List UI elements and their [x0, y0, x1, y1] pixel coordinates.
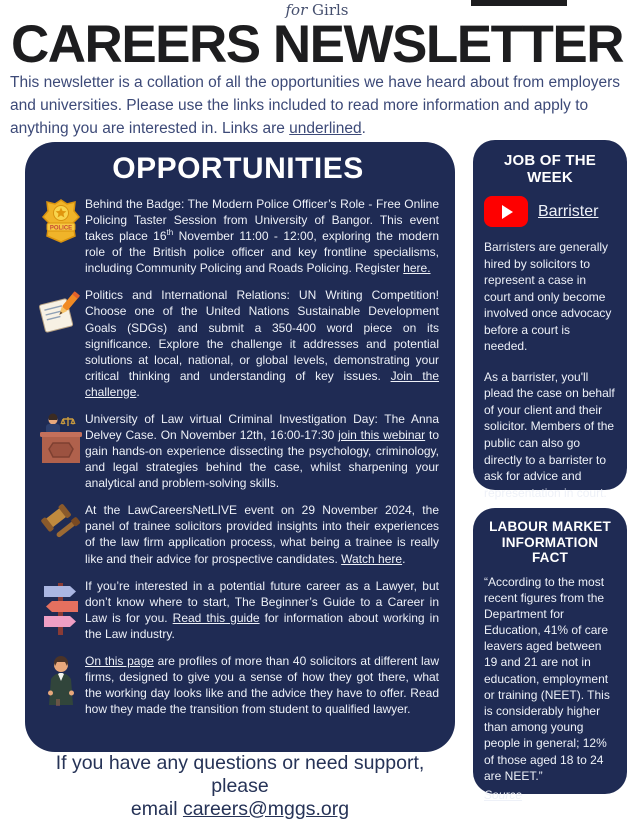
- job-paragraph-2: As a barrister, you'll plead the case on behalf of your client and their solicitor. Members of the public can also go directly to a barrister to ask for advice and representation in court.: [484, 369, 615, 500]
- opportunity-text: Politics and International Relations: UN Writing Competition! Choose one of the United Nations Sustainable Development Goals (SDGs) and submit a 350-400 word piece on its significance. Explore the challenge it addresses and potential solutions at local, national, or global levels, demonstrating your critical thinking and understanding of key issues. Join the challenge.: [85, 288, 440, 399]
- inline-link[interactable]: underlined: [289, 119, 362, 137]
- opportunity-text: If you’re interested in a potential future career as a Lawyer, but don’t know where to start, The Beginner’s Guide to a Career in Law is for you. Read this guide for information about working in the Law industry.: [85, 578, 440, 641]
- labour-market-title: LABOUR MARKET INFORMATION FACT: [489, 519, 611, 566]
- opportunities-panel: [25, 142, 455, 752]
- inline-link[interactable]: On this page: [85, 653, 154, 668]
- youtube-icon[interactable]: [484, 196, 528, 227]
- gavel-icon: [37, 502, 85, 544]
- job-of-the-week-panel: [473, 140, 627, 500]
- opportunity-text: At the LawCareersNetLIVE event on 29 November 2024, the panel of trainee solicitors provided insights into their experiences of the law firm application process, what being a trainee is really like and their advice for prospective candidates. Watch here.: [85, 503, 439, 566]
- inline-link[interactable]: Watch here: [341, 551, 403, 566]
- tagline-girls: Girls: [307, 1, 349, 19]
- inline-link[interactable]: Read this guide: [172, 610, 260, 625]
- footer-line-1: If you have any questions or need support, please: [55, 752, 425, 797]
- tagline-for: for: [285, 1, 308, 19]
- intro-paragraph: This newsletter is a collation of all the opportunities we have heard about from employers and universities. Please use the links included to read more information and apply to anything you are interested in. Links are underlined.: [10, 74, 620, 137]
- opportunity-item: [37, 287, 439, 400]
- writing-icon: [37, 287, 85, 333]
- opportunity-item: [37, 653, 439, 717]
- police-badge-icon: [37, 196, 85, 244]
- labour-market-quote: “According to the most recent figures from the Department for Education, 41% of care leavers aged between 19 and 21 are not in education, employment or training (NEET). This is considerably higher than among young people in general; 12% of those aged 18 to 24 are NEET.”: [484, 574, 610, 783]
- barrister-link[interactable]: Barrister: [538, 202, 599, 220]
- svg-text:POLICE: POLICE: [49, 225, 73, 232]
- signpost-icon: [37, 578, 85, 638]
- footer-line-2: email careers@mggs.org: [130, 797, 350, 820]
- job-video-row: [484, 196, 616, 227]
- play-icon: [502, 205, 513, 219]
- job-paragraph-1: Barristers are generally hired by solicitors to represent a case in court and only become involved once advocacy before a court is needed.: [484, 240, 612, 354]
- inline-link[interactable]: here.: [403, 261, 431, 276]
- opportunities-list: [37, 196, 439, 717]
- email-link[interactable]: careers@mggs.org: [182, 797, 350, 820]
- judge-podium-icon: [37, 411, 85, 465]
- job-of-the-week-title: JOB OF THE WEEK: [503, 152, 596, 186]
- inline-link[interactable]: join this webinar: [338, 428, 426, 443]
- lawyer-icon: [37, 653, 85, 707]
- opportunities-title: OPPORTUNITIES: [112, 152, 364, 185]
- opportunity-item: [37, 578, 439, 642]
- inline-link[interactable]: Join the challenge: [85, 368, 440, 399]
- source-link[interactable]: Source: [484, 787, 523, 802]
- opportunity-item: [37, 196, 439, 276]
- opportunity-text: On this page are profiles of more than 40 solicitors at different law firms, designed to give you a sense of how they got there, what the working day looks like and the advice they have to offer. Read how they made the transition from student to qualified lawyer.: [85, 653, 440, 717]
- opportunity-text: University of Law virtual Criminal Investigation Day: The Anna Delvey Case. On November 12th, 16:00-17:30 join this webinar to gain hands-on experience dissecting the psychology, criminology, and legal strategies behind the case, whilst sharpening your analytical and problem-solving skills.: [85, 411, 440, 491]
- footer-support-note: [25, 752, 455, 820]
- opportunity-item: [37, 502, 439, 566]
- opportunity-item: [37, 411, 439, 491]
- page-title: CAREERS NEWSLETTER: [11, 15, 623, 74]
- opportunity-text: Behind the Badge: The Modern Police Officer’s Role - Free Online Policing Taster Session from University of Bangor. This event takes place 16th November 11:00 - 12:00, exploring the modern role of the British police officer and key frontline specialisms, including Community Policing and Roads Policing. Register here.: [85, 197, 439, 276]
- labour-market-panel: [473, 508, 627, 802]
